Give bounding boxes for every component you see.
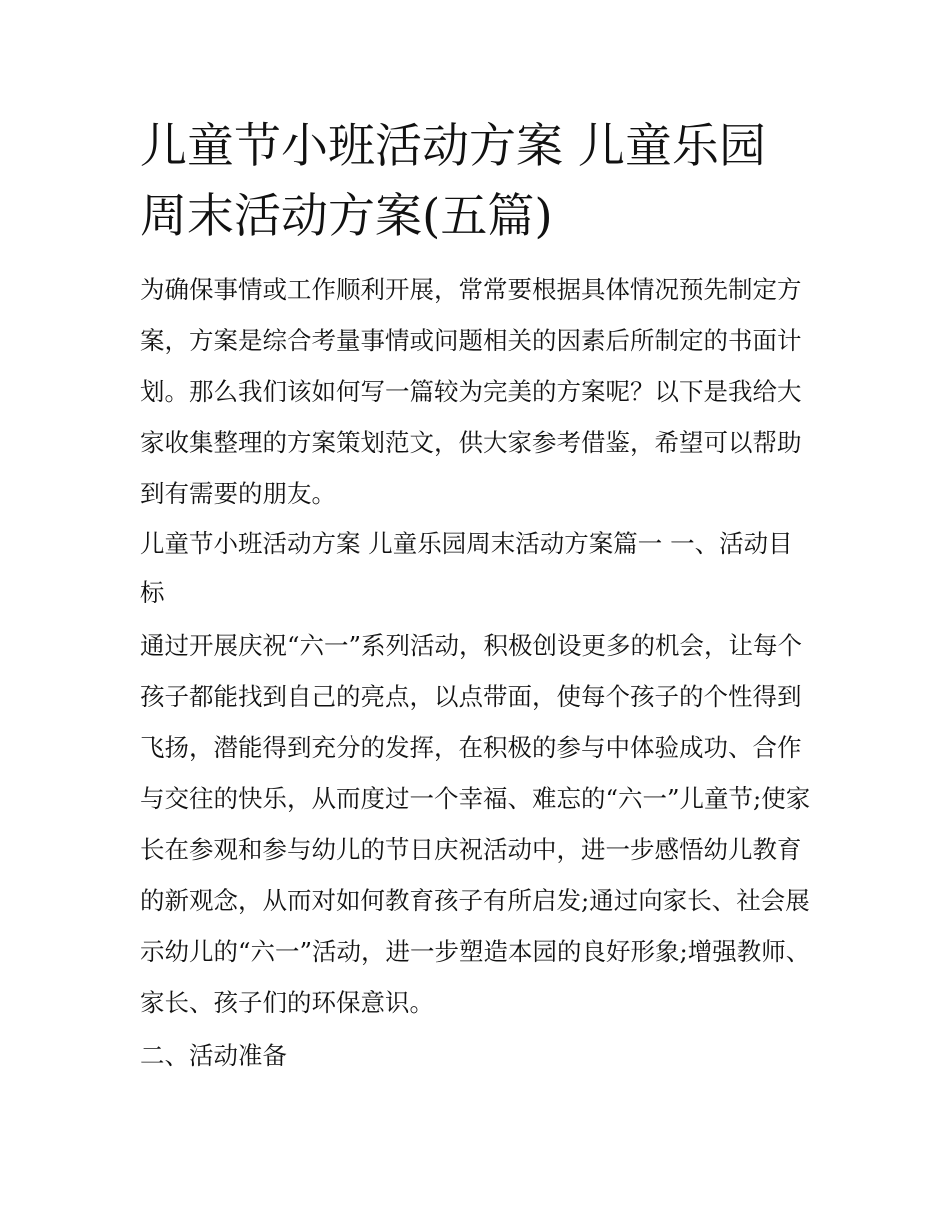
body-paragraph: 通过开展庆祝“六一”系列活动，积极创设更多的机会，让每个孩子都能找到自己的亮点，以点带面，使每个孩子的个性得到飞扬，潜能得到充分的发挥，在积极的参与中体验成功、合作与交往的快乐，从而度过一个幸福、难忘的“六一”儿童节;使家长在参观和参与幼儿的节日庆祝活动中，进一步感悟幼儿教育的新观念，从而对如何教育孩子有所启发;通过向家长、社会展示幼儿的“六一”活动，进一步塑造本园的良好形象;增强教师、家长、孩子们的环保意识。 — [140, 631, 811, 1017]
document-title: 儿童节小班活动方案 儿童乐园周末活动方案(五篇) — [140, 119, 766, 244]
intro-paragraph: 为确保事情或工作顺利开展，常常要根据具体情况预先制定方案，方案是综合考量事情或问题相关的因素后所制定的书面计划。那么我们该如何写一篇较为完美的方案呢？以下是我给大家收集整理的方案策划范文，供大家参考借鉴，希望可以帮助到有需要的朋友。 — [140, 275, 802, 508]
section-heading: 儿童节小班活动方案 儿童乐园周末活动方案篇一 一、活动目标 — [140, 529, 793, 607]
document-page — [140, 112, 812, 1081]
section-two-heading: 二、活动准备 — [140, 1041, 287, 1070]
